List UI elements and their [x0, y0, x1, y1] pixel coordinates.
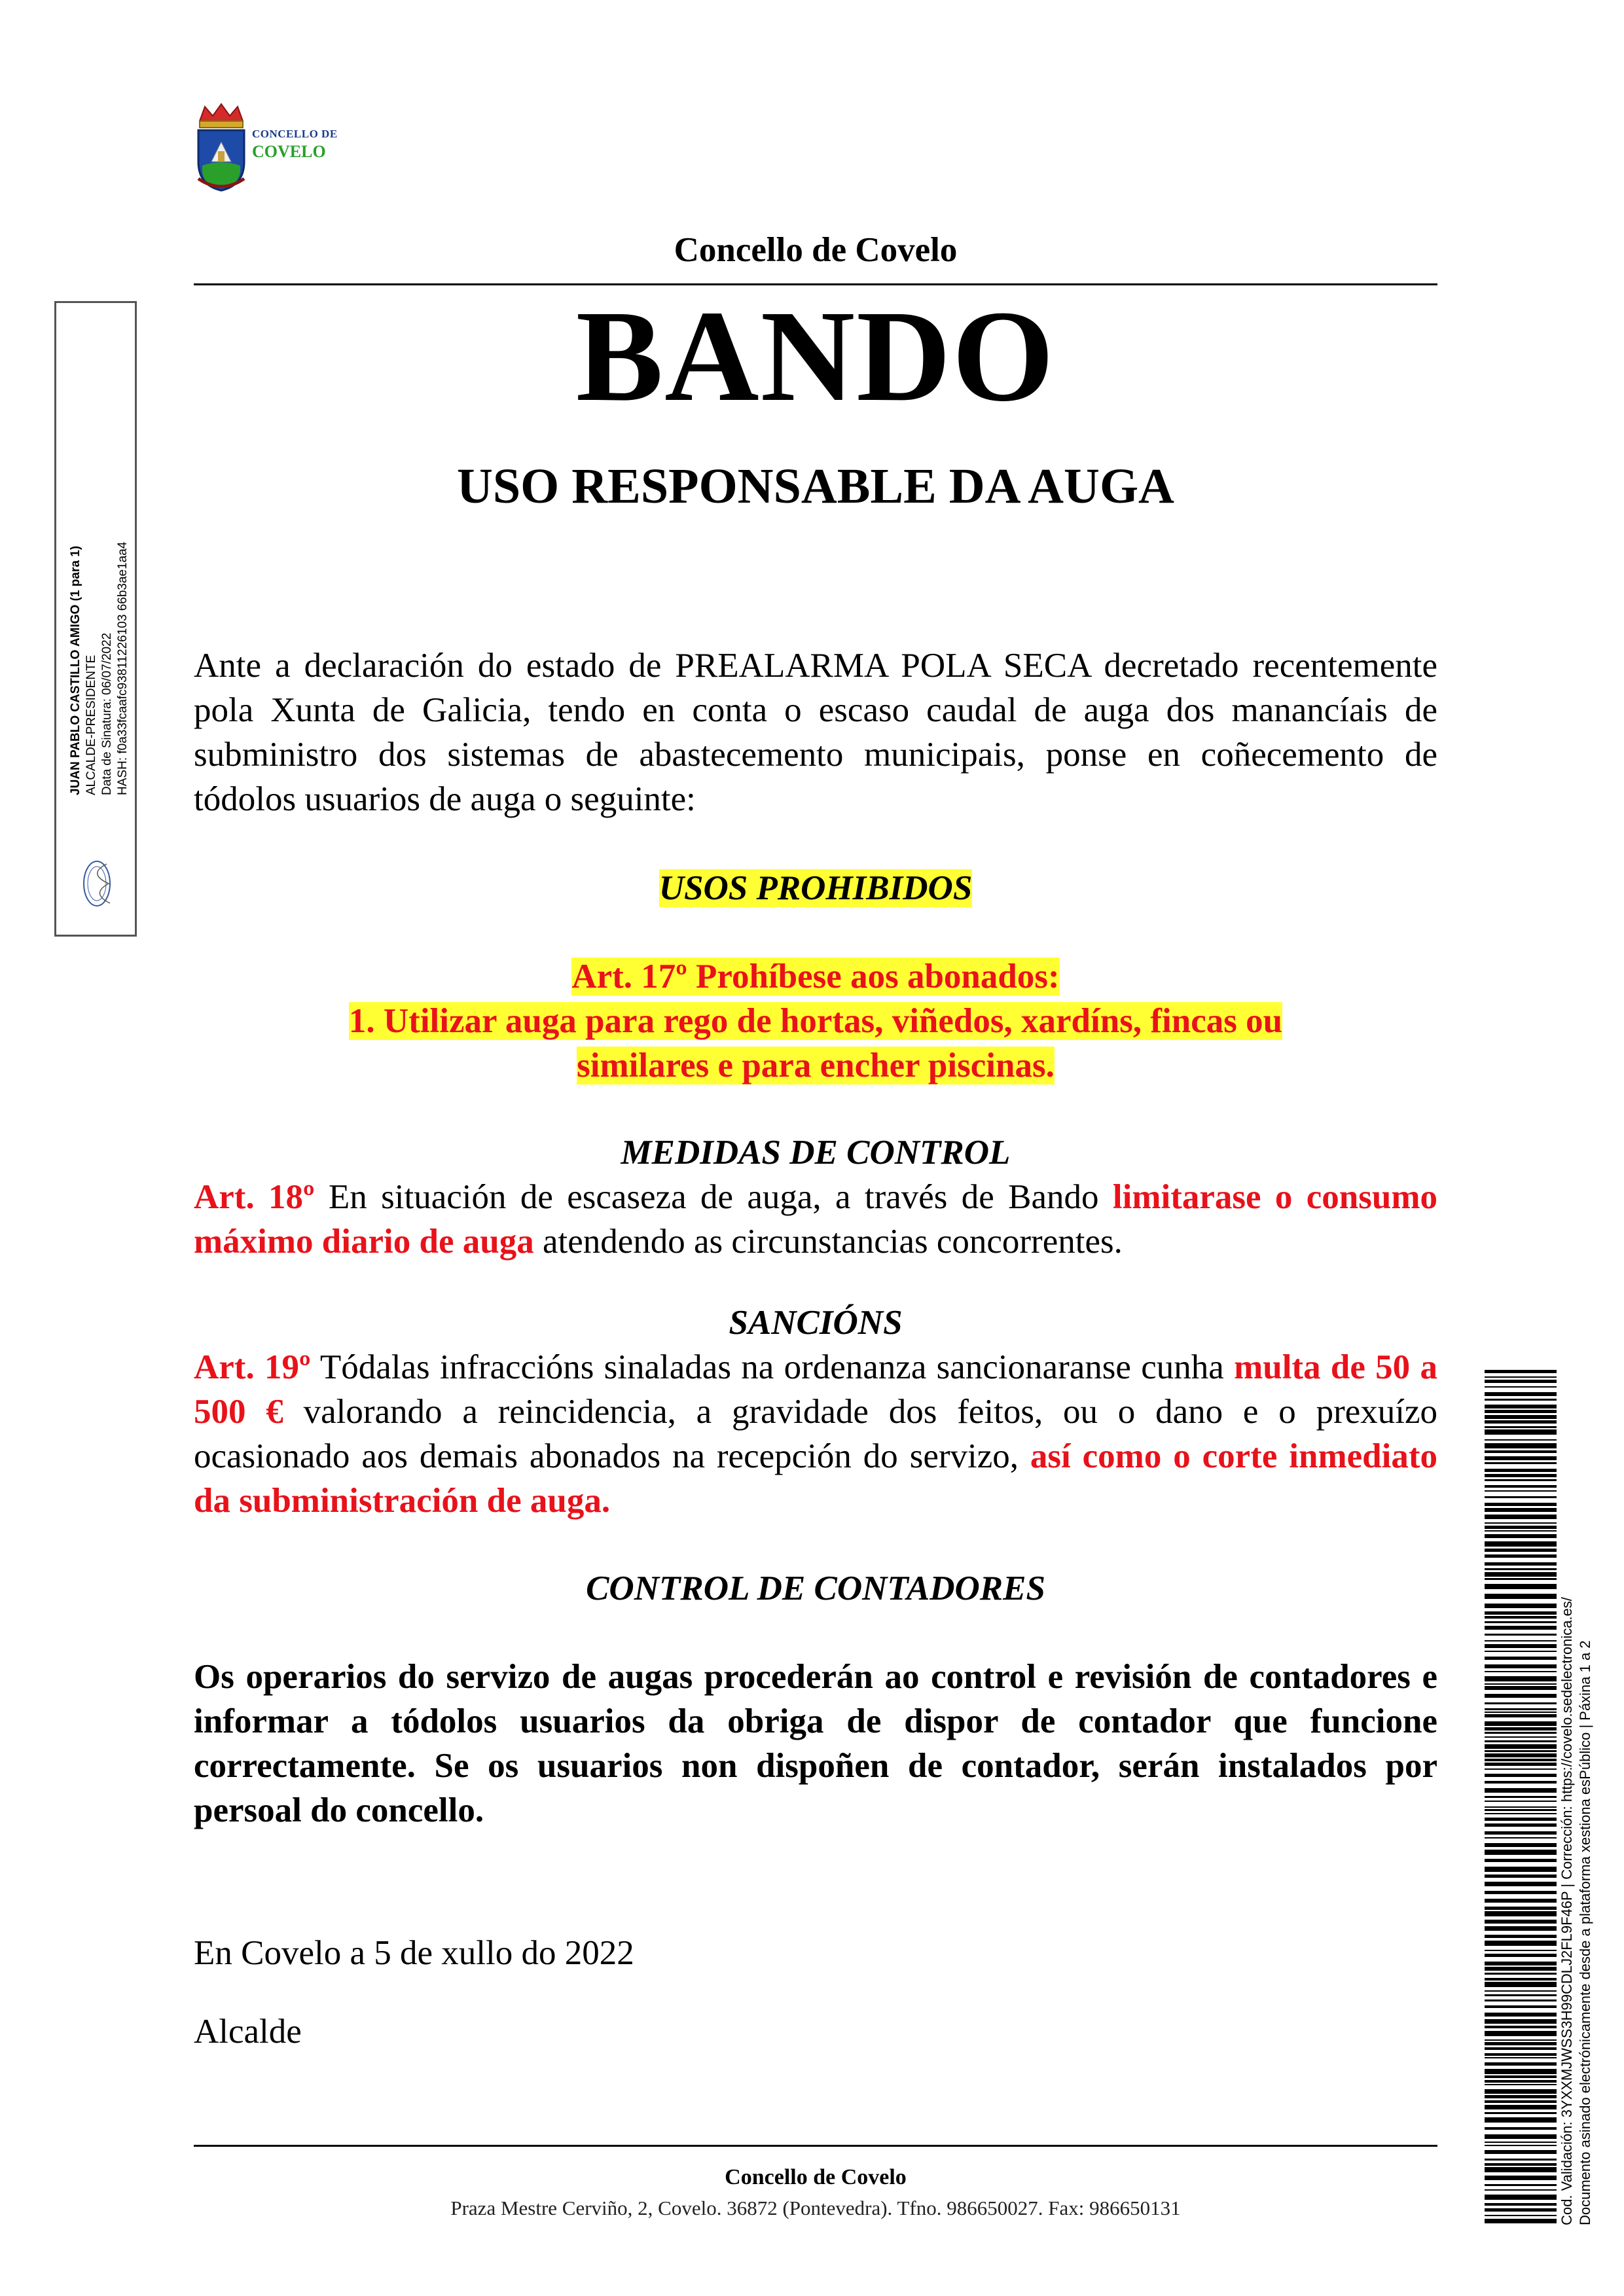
logo-line2: COVELO: [252, 142, 326, 161]
barcode-bar: [1485, 1796, 1557, 1798]
barcode-bar: [1485, 1982, 1557, 1987]
barcode-bar: [1485, 1578, 1557, 1580]
barcode-bar: [1485, 1664, 1557, 1668]
barcode-bar: [1485, 1994, 1557, 1996]
barcode-bar: [1485, 1954, 1557, 1957]
barcode-bar: [1485, 1768, 1557, 1770]
barcode-bar: [1485, 1935, 1557, 1938]
barcode-bar: [1485, 2095, 1557, 2098]
footer-address: Praza Mestre Cerviño, 2, Covelo. 36872 (Pontevedra). Tfno. 986650027. Fax: 986650131: [450, 2197, 1181, 2219]
barcode-bar: [1485, 1634, 1557, 1636]
barcode-bar: [1485, 1809, 1557, 1811]
barcode-bar: [1485, 1962, 1557, 1965]
art19-red2: así como o corte inmediato da subministración de auga.: [194, 1437, 1437, 1520]
barcode-bar: [1485, 2005, 1557, 2008]
art19-text1: Tódalas infraccións sinaladas na ordenanza sancionaranse cunha: [310, 1348, 1235, 1386]
barcode-bar: [1485, 1882, 1557, 1886]
signature-date: Data de Sinatura: 06/07/2022: [100, 632, 114, 795]
closing-signature: Alcalde: [194, 2013, 302, 2051]
barcode-bar: [1485, 1611, 1557, 1615]
page-subtitle: USO RESPONSABLE DA AUGA: [457, 459, 1174, 514]
barcode-bar: [1485, 1376, 1557, 1378]
coat-of-arms-icon: [193, 101, 249, 193]
barcode-bar: [1485, 1604, 1557, 1608]
barcode-bar: [1485, 1671, 1557, 1672]
barcode-bar: [1485, 2159, 1557, 2161]
barcode-bar: [1485, 1823, 1557, 1827]
art19-text2: valorando a reincidencia, a gravidade dos feitos, ou o dano e o prexuízo ocasionado aos demais abonados na recepción do servizo,: [194, 1393, 1437, 1475]
barcode-bar: [1485, 2150, 1557, 2154]
barcode-bar: [1485, 2195, 1557, 2200]
seal-stamp-icon: [71, 857, 123, 910]
art19-red1: multa de 50 a 500 €: [194, 1348, 1437, 1431]
barcode-bar: [1485, 1774, 1557, 1777]
barcode-bar: [1485, 2163, 1557, 2166]
barcode-bar: [1485, 1572, 1557, 1577]
barcode-bar: [1485, 1744, 1557, 1749]
barcode-bar: [1485, 1967, 1557, 1971]
barcode-bar: [1485, 1469, 1557, 1472]
barcode-bar: [1485, 1683, 1557, 1685]
barcode-bar: [1485, 2062, 1557, 2066]
barcode-bar: [1485, 1415, 1557, 1419]
barcode-bar: [1485, 2219, 1557, 2223]
barcode-bar: [1485, 1456, 1557, 1460]
barcode-bar: [1485, 2215, 1557, 2216]
barcode-bar: [1485, 1759, 1557, 1761]
barcode-bar: [1485, 1941, 1557, 1946]
barcode-bar: [1485, 1426, 1557, 1428]
barcode-bar: [1485, 1496, 1557, 1498]
art18-text1: En situación de escaseza de auga, a través de Bando: [314, 1178, 1113, 1216]
barcode-bar: [1485, 2105, 1557, 2109]
contadores-paragraph: Os operarios do servizo de augas procederán ao control e revisión de contadores e informar a tódolos usuarios da obriga de dispor de contador que funcione correctamente. Se os usuarios non dispoñen de contador, serán instalados por persoal do concello.: [194, 1658, 1437, 1829]
barcode-bar: [1485, 1714, 1557, 1717]
footer-title: Concello de Covelo: [725, 2165, 907, 2189]
barcode-bar: [1485, 1584, 1557, 1589]
barcode-bar: [1485, 1813, 1557, 1814]
barcode-bar: [1485, 1736, 1557, 1738]
barcode-bar: [1485, 1541, 1557, 1547]
barcode-bar: [1485, 1911, 1557, 1916]
barcode-bar: [1485, 1621, 1557, 1623]
barcode-bar: [1485, 1568, 1557, 1570]
art18-text2: atendendo as circunstancias concorrentes.: [533, 1223, 1123, 1261]
barcode-bar: [1485, 2080, 1557, 2083]
barcode-bar: [1485, 1439, 1557, 1441]
barcode-bar: [1485, 1616, 1557, 1619]
barcode-bar: [1485, 1694, 1557, 1698]
barcode-bar: [1485, 1644, 1557, 1648]
barcode-bar: [1485, 2112, 1557, 2114]
barcode-bar: [1485, 1450, 1557, 1453]
barcode-bar: [1485, 1806, 1557, 1808]
barcode-bar: [1485, 2127, 1557, 2130]
barcode-bar: [1485, 1732, 1557, 1734]
barcode-bar: [1485, 2208, 1557, 2212]
signature-box: [54, 301, 137, 937]
barcode-bar: [1485, 1753, 1557, 1757]
barcode-bar: [1485, 1990, 1557, 1992]
barcode-bar: [1485, 1763, 1557, 1766]
barcode-bar: [1485, 1530, 1557, 1532]
intro-paragraph: Ante a declaración do estado de PREALARMA POLA SECA decretado recentemente pola Xunta de Galicia, tendo en conta o escaso caudal de auga dos manancíais de subministro dos sistemas de abastecemento municipais, ponse en coñecemento de tódolos usuarios de auga o seguinte:: [194, 647, 1437, 818]
barcode-bar: [1485, 1867, 1557, 1872]
barcode-bar: [1485, 2084, 1557, 2085]
logo-line1: CONCELLO DE: [252, 128, 338, 140]
barcode-bar: [1485, 2189, 1557, 2191]
header-title: Concello de Covelo: [674, 231, 958, 269]
barcode-bar: [1485, 1712, 1557, 1713]
barcode-bar: [1485, 2184, 1557, 2186]
barcode-bar: [1485, 1859, 1557, 1862]
signature-info: [56, 304, 135, 933]
closing-date: En Covelo a 5 de xullo do 2022: [194, 1934, 634, 1972]
barcode-bar: [1485, 1554, 1557, 1558]
barcode-bar: [1485, 1443, 1557, 1448]
barcode-bar: [1485, 1640, 1557, 1641]
validation-line2: Documento asinado electrónicamente desde a plataforma xestiona esPúblico | Páxina 1 a 2: [1577, 1640, 1593, 2225]
art17-block: [194, 954, 1437, 1088]
barcode-bar: [1485, 1392, 1557, 1396]
barcode-bar: [1485, 2039, 1557, 2041]
barcode-bar: [1485, 2000, 1557, 2001]
barcode-bar: [1485, 1534, 1557, 1538]
barcode-bar: [1485, 1920, 1557, 1924]
footer-divider: [194, 2145, 1437, 2147]
barcode-bar: [1485, 1899, 1557, 1903]
barcode-bar: [1485, 2042, 1557, 2045]
signature-hash: HASH: f0a33fcaafc93811226103 66b3ae1aa4: [116, 541, 130, 795]
art19-label: Art. 19º: [194, 1348, 311, 1386]
barcode-bar: [1485, 2117, 1557, 2123]
concello-logo: [193, 101, 350, 193]
barcode-bar: [1485, 1750, 1557, 1752]
barcode-bar: [1485, 1781, 1557, 1784]
signer-name: JUAN PABLO CASTILLO AMIGO (1 para 1): [69, 545, 82, 795]
signer-role: ALCALDE-PRESIDENTE: [84, 655, 98, 795]
barcode-bar: [1485, 1950, 1557, 1951]
barcode-bar: [1485, 2203, 1557, 2206]
barcode-bar: [1485, 2053, 1557, 2056]
art17-title: Art. 17º Prohíbese aos abonados:: [571, 958, 1060, 996]
barcode-bar: [1485, 1479, 1557, 1481]
barcode-bar: [1485, 2142, 1557, 2143]
barcode-bar: [1485, 1801, 1557, 1802]
barcode-bar: [1485, 1831, 1557, 1835]
barcode-bar: [1485, 1850, 1557, 1855]
barcode-bar: [1485, 1788, 1557, 1793]
medidas-heading: MEDIDAS DE CONTROL: [621, 1134, 1011, 1172]
art18-red-text: limitarase o consumo máximo diario de auga: [194, 1178, 1437, 1261]
barcode-bar: [1485, 2057, 1557, 2058]
barcode-bar: [1485, 1405, 1557, 1408]
barcode-bar: [1485, 1503, 1557, 1506]
barcode-bar: [1485, 1907, 1557, 1910]
barcode-bar: [1485, 2145, 1557, 2146]
barcode-bar: [1485, 1843, 1557, 1847]
barcode-bar: [1485, 1651, 1557, 1652]
barcode-bar: [1485, 1380, 1557, 1383]
barcode-bar: [1485, 1399, 1557, 1401]
barcode-bar: [1485, 2019, 1557, 2024]
barcode-bar: [1485, 1429, 1557, 1435]
barcode-bar: [1485, 2176, 1557, 2180]
barcode-bar: [1485, 1549, 1557, 1552]
barcode-icon: [1485, 1370, 1557, 2224]
art18-paragraph: [194, 1175, 1437, 1264]
barcode-bar: [1485, 1676, 1557, 1681]
barcode-bar: [1485, 1370, 1557, 1373]
barcode-bar: [1485, 1891, 1557, 1894]
barcode-bar: [1485, 1874, 1557, 1878]
barcode-bar: [1485, 1973, 1557, 1975]
barcode-bar: [1485, 1926, 1557, 1931]
art17-item-line1: 1. Utilizar auga para rego de hortas, viñedos, xardíns, fincas ou: [348, 1002, 1283, 1040]
page-title: BANDO: [575, 284, 1056, 429]
barcode-bar: [1485, 2075, 1557, 2078]
barcode-bar: [1485, 2026, 1557, 2028]
barcode-bar: [1485, 2134, 1557, 2139]
barcode-bar: [1485, 1721, 1557, 1726]
barcode-bar: [1485, 2047, 1557, 2050]
barcode-bar: [1485, 1657, 1557, 1660]
barcode-bar: [1485, 1410, 1557, 1413]
barcode-bar: [1485, 1686, 1557, 1690]
barcode-bar: [1485, 2069, 1557, 2074]
barcode-bar: [1485, 1526, 1557, 1529]
barcode-bar: [1485, 2089, 1557, 2094]
barcode-bar: [1485, 1462, 1557, 1464]
barcode-bar: [1485, 1515, 1557, 1519]
barcode-bar: [1485, 1837, 1557, 1839]
barcode-bar: [1485, 1626, 1557, 1630]
barcode-bar: [1485, 1420, 1557, 1424]
art18-label: Art. 18º: [194, 1178, 315, 1216]
sancions-heading: SANCIÓNS: [729, 1304, 903, 1342]
barcode-bar: [1485, 1490, 1557, 1492]
barcode-bar: [1485, 1708, 1557, 1710]
usos-heading-text: USOS PROHIBIDOS: [659, 869, 973, 907]
barcode-bar: [1485, 2100, 1557, 2103]
barcode-bar: [1485, 1522, 1557, 1524]
barcode-bar: [1485, 1727, 1557, 1731]
barcode-bar: [1485, 1474, 1557, 1477]
validation-info: [1558, 1505, 1604, 2225]
barcode-bar: [1485, 1594, 1557, 1599]
barcode-bar: [1485, 1386, 1557, 1388]
contadores-heading: CONTROL DE CONTADORES: [586, 1570, 1045, 1607]
barcode-bar: [1485, 2031, 1557, 2036]
barcode-bar: [1485, 1562, 1557, 1566]
art17-item-line2: similares e para encher piscinas.: [577, 1047, 1055, 1085]
art19-paragraph: [194, 1345, 1437, 1523]
barcode-bar: [1485, 1740, 1557, 1742]
barcode-bar: [1485, 1978, 1557, 1981]
barcode-bar: [1485, 2013, 1557, 2017]
barcode-bar: [1485, 2167, 1557, 2172]
usos-heading: [194, 866, 1437, 910]
barcode-bar: [1485, 1818, 1557, 1821]
validation-line1: Cod. Validación: 3YXXMJWSS3H99CDLJ2FL9F46P | Corrección: https://covelo.sedelectronica.es/: [1559, 1597, 1575, 2225]
barcode-bar: [1485, 1485, 1557, 1488]
barcode-bar: [1485, 1508, 1557, 1512]
barcode-bar: [1485, 1702, 1557, 1704]
